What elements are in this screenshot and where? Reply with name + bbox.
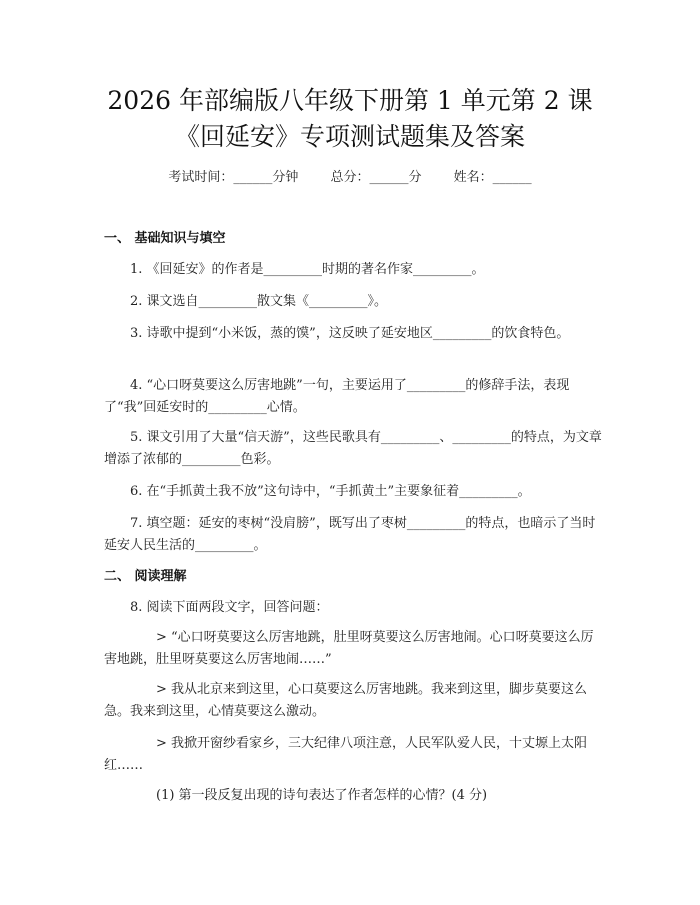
exam-time: 考试时间：______分钟: [168, 170, 299, 185]
question-5: 5. 课文引用了大量“信天游”，这些民歌具有_________、_________的特点，为文章增添了浓郁的_________色彩。: [104, 430, 602, 467]
page-title-line2: 《回延安》专项测试题集及答案: [174, 122, 525, 151]
question-6: 6. 在“手抓黄土我不放”这句诗中，“手抓黄土”主要象征着_________。: [130, 484, 531, 499]
reading-passage-3: > 我掀开窗纱看家乡，三大纪律八项注意，人民军队爱人民，十丈塬上太阳红……: [104, 736, 588, 773]
question-2: 2. 课文选自_________散文集《_________》。: [130, 294, 388, 309]
reading-passage-2: > 我从北京来到这里，心口莫要这么厉害地跳。我来到这里，脚步莫要这么急。我来到这里，心情莫要这么激动。: [104, 682, 588, 719]
section-heading-reading: 二、 阅读理解: [104, 569, 187, 584]
exam-meta: [0, 168, 700, 188]
question-4: 4. “心口呀莫要这么厉害地跳”一句，主要运用了_________的修辞手法，表现了“我”回延安时的_________心情。: [104, 378, 570, 415]
subquestion-1: (1) 第一段反复出现的诗句表达了作者怎样的心情？(4 分): [156, 788, 488, 803]
page-title-line1: 2026 年部编版八年级下册第 1 单元第 2 课: [107, 86, 593, 115]
exam-name: 姓名：______: [453, 170, 532, 185]
question-1: 1. 《回延安》的作者是_________时期的著名作家_________。: [130, 262, 485, 277]
section-heading-basics: 一、 基础知识与填空: [104, 231, 226, 246]
reading-passage-1: > “心口呀莫要这么厉害地跳，肚里呀莫要这么厉害地闹。心口呀莫要这么厉害地跳，肚里呀莫要这么厉害地闹……”: [104, 630, 594, 667]
question-3: 3. 诗歌中提到“小米饭，蒸的馍”，这反映了延安地区_________的饮食特色。: [130, 326, 570, 341]
question-7: 7. 填空题：延安的枣树“没肩膀”，既写出了枣树_________的特点，也暗示了当时延安人民生活的_________。: [104, 516, 596, 553]
exam-score: 总分：______分: [330, 170, 422, 185]
question-8: 8. 阅读下面两段文字，回答问题：: [130, 600, 329, 615]
